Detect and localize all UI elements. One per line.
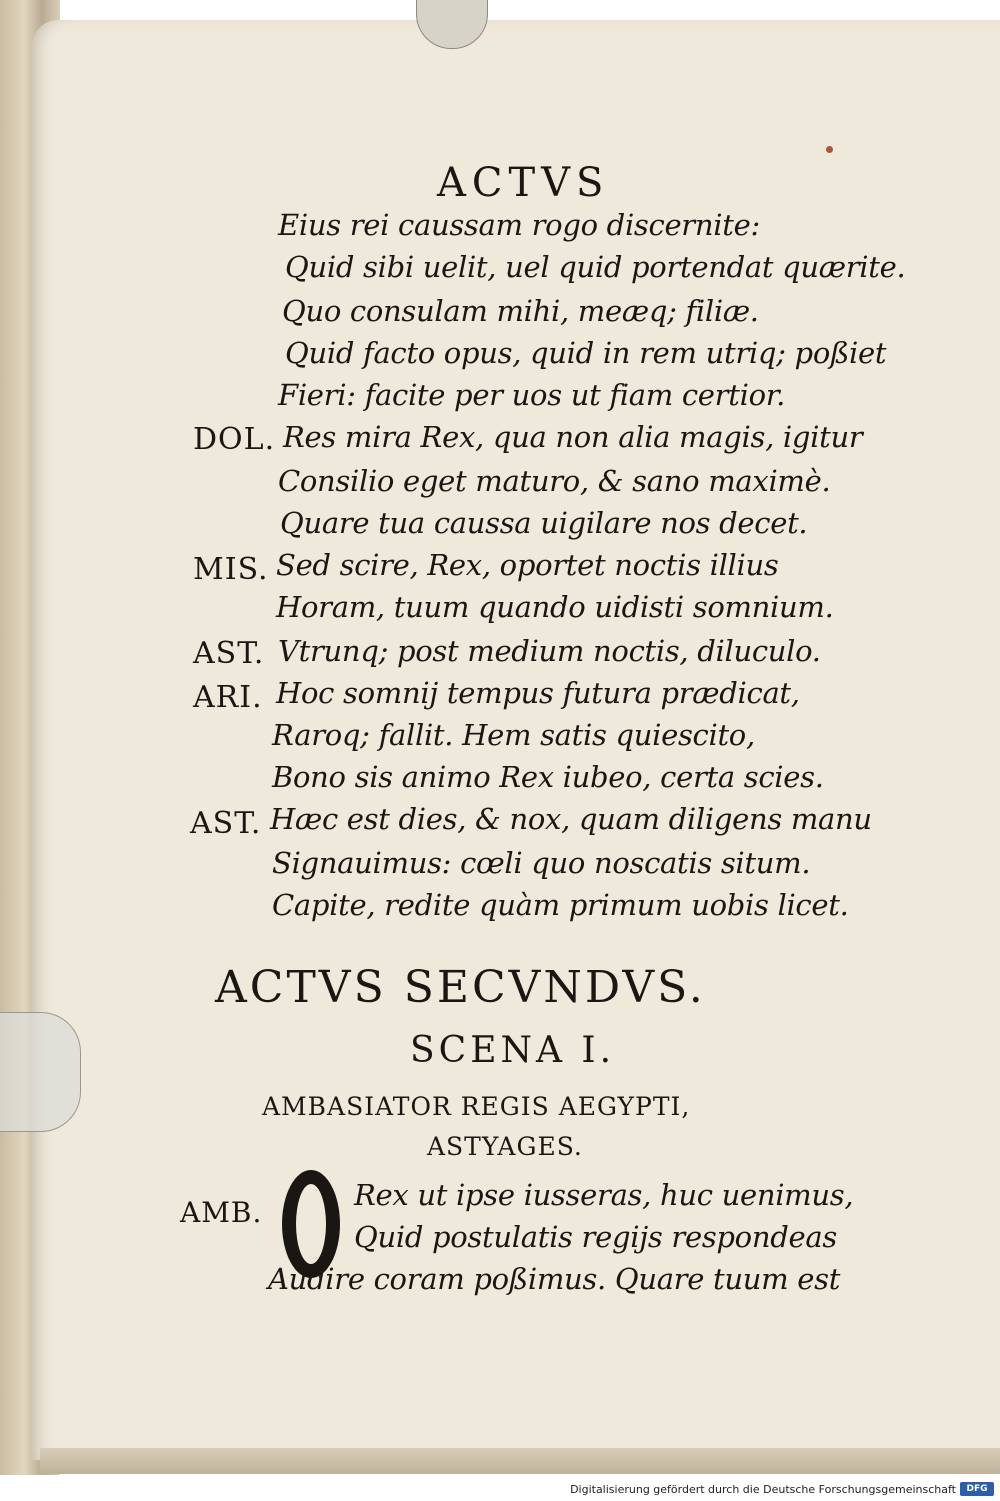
verse-line: Sed scire, Rex, oportet noctis illius [276,548,779,582]
verse-line: Quo consulam mihi, meæq; filiæ. [282,294,759,328]
verse-line: Audire coram poßimus. Quare tuum est [268,1262,841,1296]
speaker-label: AST. [190,806,262,841]
speaker-label: AST. [193,636,265,671]
persons-line: ASTYAGES. [427,1132,583,1161]
verse-line: Signauimus: cœli quo noscatis situm. [272,846,811,880]
verse-line: Quid facto opus, quid in rem utriq; poßiet [285,336,887,370]
verse-line: Bono sis animo Rex iubeo, certa scies. [272,760,824,794]
running-head: ACTVS [437,160,610,206]
act-title: ACTVS SECVNDVS. [215,962,706,1013]
verse-line: Hoc somnij tempus futura prædicat, [276,676,800,710]
speaker-label: DOL. [193,422,276,457]
speaker-label: MIS. [193,552,269,587]
verse-line: Consilio eget maturo, & sano maximè. [278,464,831,498]
verse-line: Horam, tuum quando uidisti somnium. [276,590,834,624]
verse-line: Res mira Rex, qua non alia magis, igitur [283,420,863,454]
verse-line: Hæc est dies, & nox, quam diligens manu [270,802,872,836]
speaker-label: AMB. [180,1196,263,1229]
verse-line: Eius rei caussam rogo discernite: [278,208,760,242]
dfg-logo-icon: DFG [960,1482,994,1496]
verse-line: Rex ut ipse iusseras, huc uenimus, [354,1178,854,1212]
verse-line: Capite, redite quàm primum uobis licet. [272,888,849,922]
verse-line: Quid sibi uelit, uel quid portendat quærite. [285,250,906,284]
footer-credit: Digitalisierung gefördert durch die Deutsche Forschungsgemeinschaft [570,1483,956,1496]
verse-line: Fieri: facite per uos ut fiam certior. [278,378,786,412]
digitization-footer [0,1478,1000,1501]
scene-title: SCENA I. [410,1030,616,1071]
verse-line: Quid postulatis regijs respondeas [354,1220,837,1254]
speaker-label: ARI. [193,680,263,715]
persons-line: AMBASIATOR REGIS AEGYPTI, [262,1092,691,1121]
verse-line: Vtrunq; post medium noctis, diluculo. [278,634,821,668]
verse-line: Raroq; fallit. Hem satis quiescito, [272,718,755,752]
verse-line: Quare tua caussa uigilare nos decet. [280,506,808,540]
